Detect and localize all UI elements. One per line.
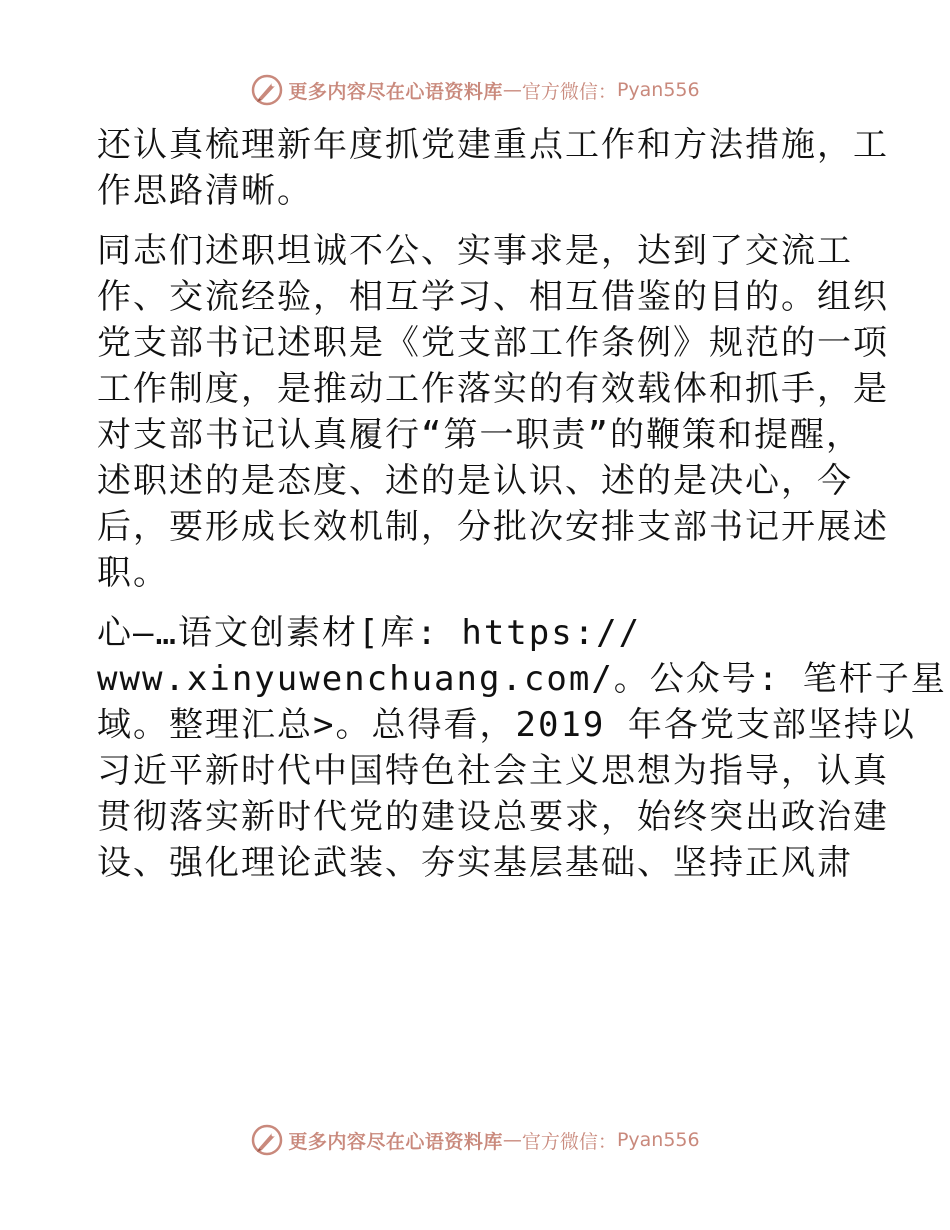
pen-logo-icon: [250, 73, 284, 107]
banner-separator: —: [502, 1129, 522, 1151]
text-line: 党支部书记述职是《党支部工作条例》规范的一项: [97, 323, 889, 363]
text-line: 习近平新时代中国特色社会主义思想为指导，认真: [97, 751, 889, 791]
text-line: 后，要形成长效机制，分批次安排支部书记开展述: [97, 507, 889, 547]
text-line: 还认真梳理新年度抓党建重点工作和方法措施，工: [97, 125, 889, 165]
header-banner: [0, 70, 950, 110]
text-line: 作、交流经验，相互学习、相互借鉴的目的。组织: [97, 277, 889, 317]
text-line: 域。整理汇总>。总得看，2019 年各党支部坚持以: [97, 705, 916, 745]
document-body: [97, 122, 947, 886]
banner-contact-label: 官方微信：: [521, 1130, 617, 1153]
text-line: 工作制度，是推动工作落实的有效载体和抓手，是: [97, 369, 889, 409]
footer-banner: [0, 1120, 950, 1160]
text-line: 设、强化理论武装、夯实基层基础、坚持正风肃: [97, 843, 853, 883]
text-line: 述职述的是态度、述的是认识、述的是决心，今: [97, 461, 853, 501]
paragraph-3: [97, 610, 947, 886]
banner-site-text: 更多内容尽在心语资料库: [288, 80, 503, 103]
paragraph-1: [97, 122, 889, 214]
text-line: 对支部书记认真履行“第一职责”的鞭策和提醒，: [97, 415, 862, 455]
text-line: 同志们述职坦诚不公、实事求是，达到了交流工: [97, 231, 853, 271]
banner-separator: —: [502, 79, 522, 101]
paragraph-2: [97, 228, 889, 596]
text-line: 作思路清晰。: [97, 171, 313, 211]
text-line: 心—…语文创素材[库: https://: [97, 613, 642, 653]
text-line: 职。: [97, 553, 169, 593]
banner-site-text: 更多内容尽在心语资料库: [288, 1130, 503, 1153]
text-line: www.xinyuwenchuang.com/。公众号: 笔杆子星: [97, 659, 947, 699]
banner-contact-label: 官方微信：: [521, 80, 617, 103]
text-line: 贯彻落实新时代党的建设总要求，始终突出政治建: [97, 797, 889, 837]
pen-logo-icon: [250, 1123, 284, 1157]
banner-contact-id: Pyan556: [616, 1129, 700, 1151]
banner-contact-id: Pyan556: [616, 79, 700, 101]
